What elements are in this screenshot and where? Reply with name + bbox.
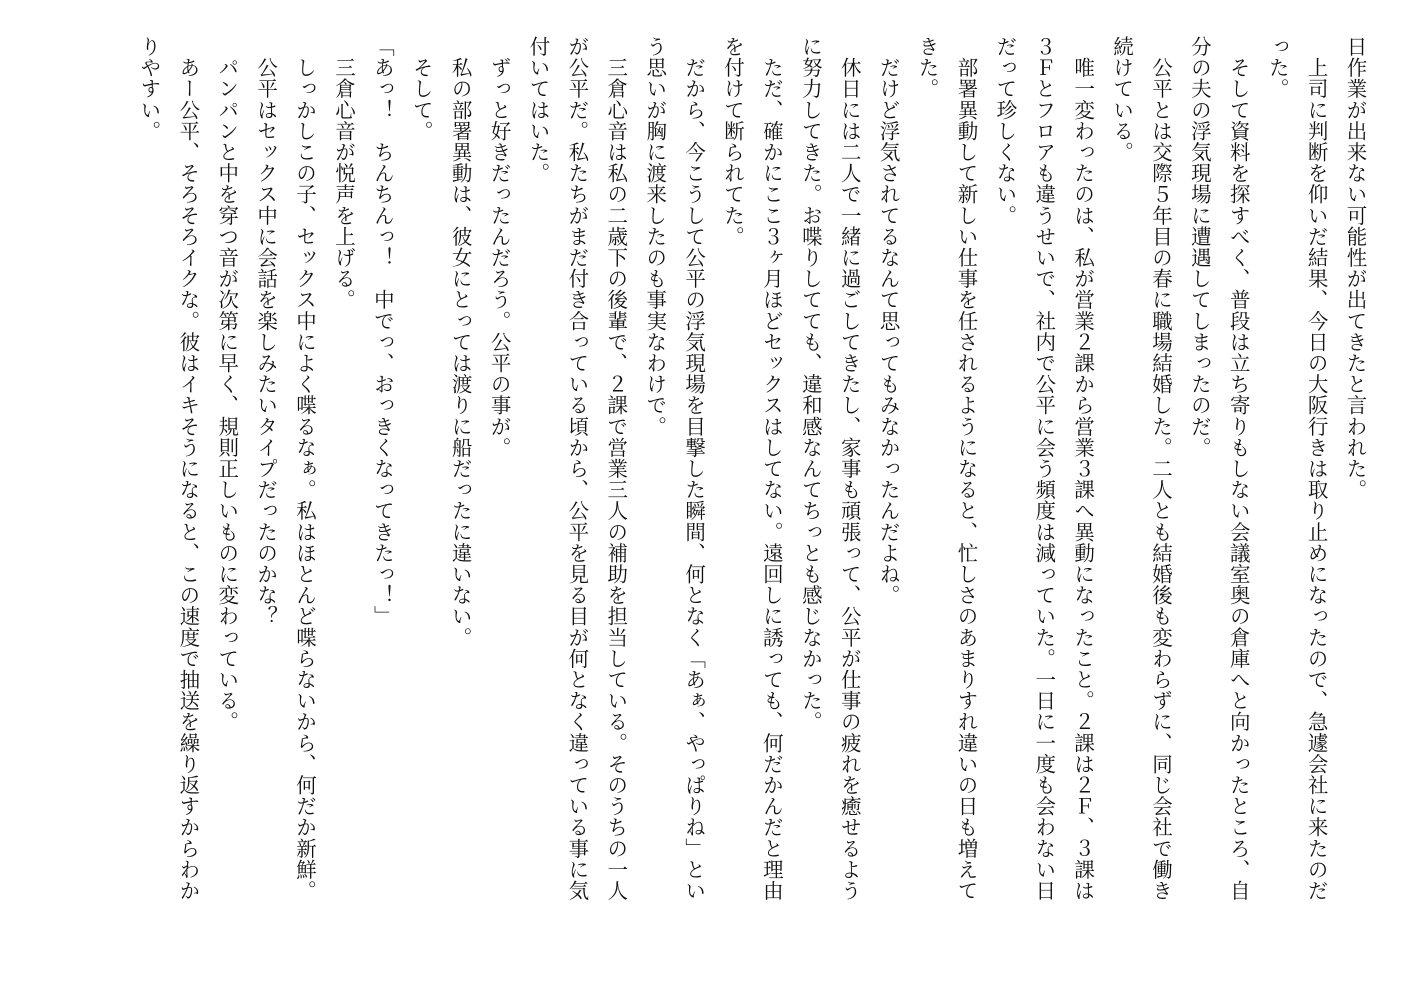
text-line: 休日には二人で一緒に過ごしてきたし、家事も頑張って、公平が仕事の疲れを癒せるよう — [837, 36, 862, 902]
text-line: パンパンと中を穿つ音が次第に早く、規則正しいものに変わっている。 — [214, 36, 239, 733]
text-line: 唯一変わったのは、私が営業２課から営業３課へ異動になったこと。２課は２Ｆ、３課は — [1070, 36, 1095, 902]
vertical-text-body — [34, 36, 1374, 976]
text-line: 「あっ！ ちんちんっ！ 中でっ、おっきくなってきたっ！」 — [370, 36, 395, 627]
text-line: 公平とは交際５年目の春に職場結婚した。二人とも結婚後も変わらずに、同じ会社で働き — [1148, 36, 1173, 902]
text-line: 上司に判断を仰いだ結果、今日の大阪行きは取り止めになったので、急遽会社に来たのだ — [1304, 36, 1329, 902]
text-line: 続けている。 — [1109, 36, 1134, 163]
text-line: を付けて断られてた。 — [720, 36, 745, 247]
text-line: う思いが胸に渡来したのも事実なわけで。 — [642, 36, 667, 437]
text-line: 三倉心音は私の二歳下の後輩で、２課で営業三人の補助を担当している。そのうちの一人 — [603, 36, 628, 902]
text-line: に努力してきた。お喋りしてても、違和感なんてちっとも感じなかった。 — [798, 36, 823, 733]
text-line: 私の部署異動は、彼女にとっては渡りに船だったに違いない。 — [448, 36, 473, 648]
text-line: 分の夫の浮気現場に遭遇してしまったのだ。 — [1187, 36, 1212, 458]
text-line: 日作業が出来ない可能性が出てきたと言われた。 — [1343, 36, 1367, 501]
text-line: だから、今こうして公平の浮気現場を目撃した瞬間、何となく「あぁ、やっぱりね」とい — [681, 36, 706, 902]
text-line: しっかしこの子、セックス中によく喋るなぁ。私はほとんど喋らないから、何だか新鮮。 — [292, 36, 317, 902]
text-line: 公平はセックス中に会話を楽しみたいタイプだったのかな？ — [253, 36, 278, 627]
text-line: が公平だ。私たちがまだ付き合っている頃から、公平を見る目が何となく違っている事に気 — [564, 36, 589, 902]
text-line: だって珍しくない。 — [992, 36, 1017, 226]
text-line: きた。 — [915, 36, 940, 100]
text-line: 三倉心音が悦声を上げる。 — [331, 36, 356, 311]
text-line: そして資料を探すべく、普段は立ち寄りもしない会議室奥の倉庫へと向かったところ、自 — [1226, 36, 1251, 902]
text-line: った。 — [1265, 36, 1290, 100]
text-line: ただ、確かにここ３ヶ月ほどセックスはしてない。遠回しに誘っても、何だかんだと理由 — [759, 36, 784, 902]
text-line: りやすい。 — [136, 36, 161, 142]
text-line: そして。 — [409, 36, 434, 142]
text-line: ３Ｆとフロアも違うせいで、社内で公平に会う頻度は減っていた。一日に一度も会わない日 — [1031, 36, 1056, 902]
text-line: あー公平、そろそろイクな。彼はイキそうになると、この速度で抽送を繰り返すからわか — [175, 36, 200, 902]
text-line: だけど浮気されてるなんて思ってもみなかったんだよね。 — [876, 36, 901, 606]
text-line: 付いてはいた。 — [525, 36, 550, 184]
text-line: ずっと好きだったんだろう。公平の事が。 — [487, 36, 512, 458]
text-line: 部署異動して新しい仕事を任されるようになると、忙しさのあまりすれ違いの日も増えて — [953, 36, 978, 902]
